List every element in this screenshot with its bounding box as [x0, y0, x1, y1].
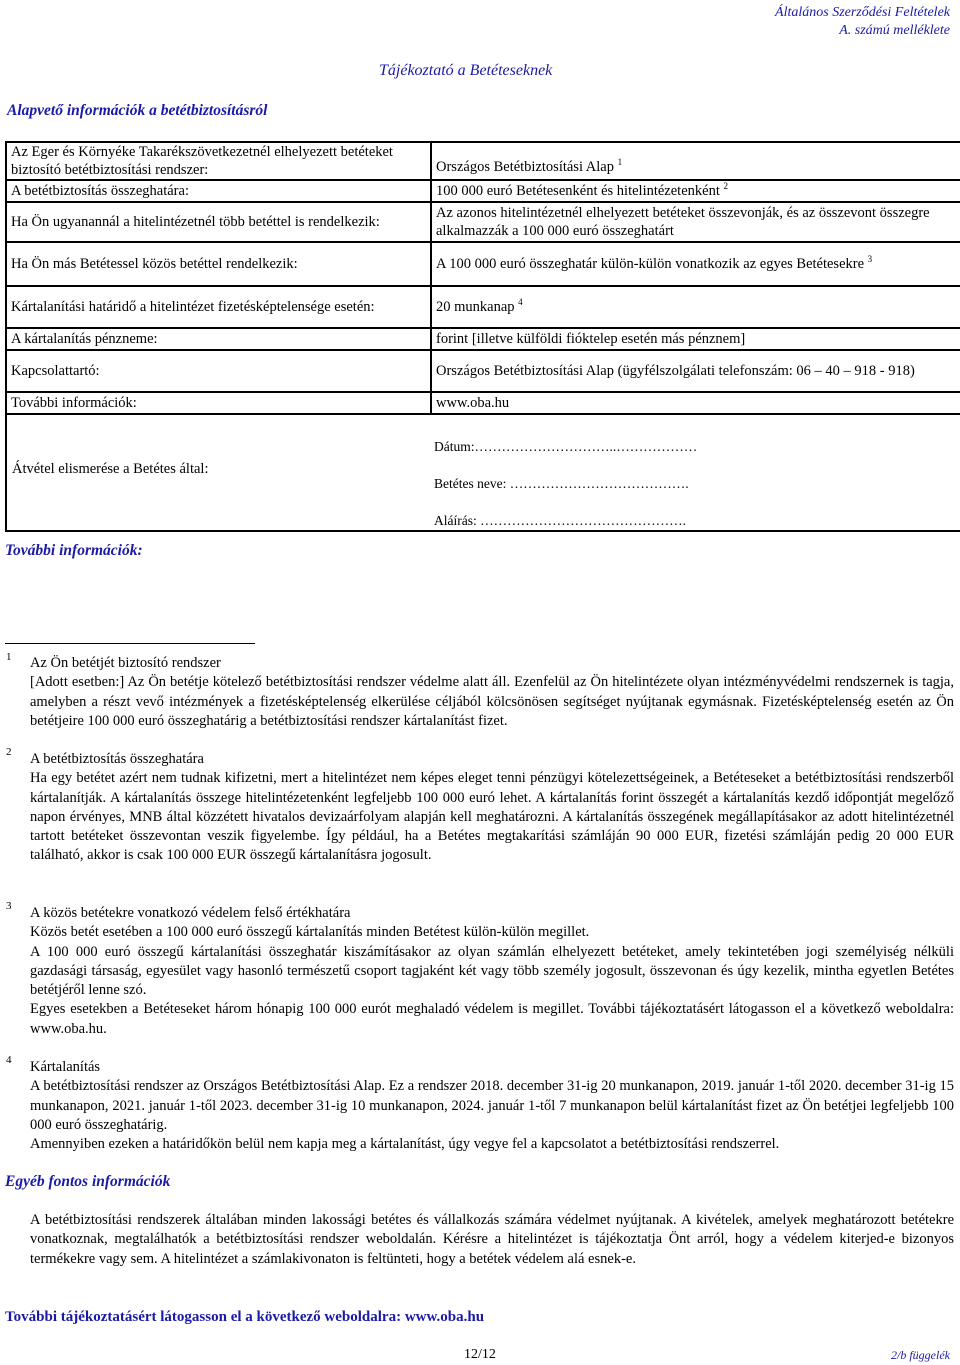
other-info-text: A betétbiztosítási rendszerek általában minden lakossági betétes és vállalkozás számára védelmet nyújtanak. A kivételek, amelyek meghatározott betétekre vonatkoznak, megtalálhatók a betétbiztosítási rendszer weboldalán. Kérésre a hitelintézet is tájékoztatja Önt arról, hogy a védelem kiterjed-e bizonyos termékekre vagy sem. A hitelintézet a számlakivonaton is feltünteti, hogy a betétek védelem alá esnek-e. [30, 1212, 954, 1267]
table-cell-value: 20 munkanap $^4$ [431, 286, 960, 328]
table-row [6, 350, 960, 392]
footnote-text: Ha egy betétet azért nem tudnak kifizetni, mert a hitelintézet nem képes eleget tenni pénzügyi kötelezettségeinek, a Betéteseket a betétbiztosítási rendszerből kártalanítják. A kártalanítás összege hitelintézetenként legfeljebb 100 000 euró lehet. A kártalanítás forint összegét a kártalanítás kezdő időpontját megelőző napon érvényes, MNB által közzétett hivatalos devizaárfolyam alapján kell meghatározni. A kártalanítás összegének megállapításakor az adott hitelintézetnél tartott betéteket összevontan veszik figyelembe. Így például, ha a Betétes megtakarítási számláján 90 000 EUR, fizetési számláján pedig 20 000 EUR található, akkor is csak 100 000 EUR összegű kártalanításra jogosult. [30, 770, 954, 864]
footnote-text: A betétbiztosítási rendszer az Országos Betétbiztosítási Alap. Ez a rendszer 2018. december 31-ig 20 munkanapon, 2019. január 1-től 2020. december 31-ig 15 munkanapon, 2021. január 1-től 2023. december 31-ig 10 munkanapon, 2024. január 1-től 7 munkanapon belül kártalanítást fizet az Ön betétjei legfeljebb 100 000 euró összeghatárig. [30, 1078, 954, 1133]
table-cell-label: Ha Ön ugyanannál a hitelintézetnél több betéttel is rendelkezik: [6, 202, 431, 242]
doc-appendix-line: A. számú melléklete [839, 23, 950, 38]
footnote-heading: A betétbiztosítás összeghatára [30, 751, 204, 767]
table-row [6, 142, 960, 180]
oba-link[interactable]: www.oba.hu [436, 395, 510, 411]
section-other-info: Egyéb fontos információk [5, 1173, 171, 1190]
table-cell-value: Országos Betétbiztosítási Alap (ügyfélszolgálati telefonszám: 06 – 40 – 918 - 918) [431, 350, 960, 392]
footnote-heading: Kártalanítás [30, 1059, 101, 1075]
table-cell-value: A 100 000 euró összeghatár külön-külön vonatkozik az egyes Betétesekre $^3$ [431, 242, 960, 286]
signature-label: Átvétel elismerése a Betétes által: [12, 461, 209, 477]
table-cell-value: Az azonos hitelintézetnél elhelyezett betéteket összevonják, és az összevont összegre alkalmazzák a 100 000 euró összeghatárt [431, 202, 960, 242]
page-number: 12/12 [464, 1347, 496, 1362]
doc-title-line: Általános Szerződési Feltételek [775, 5, 950, 20]
footnote-number: 3 [6, 900, 12, 912]
table-row [6, 392, 960, 414]
table-cell-label: További információk: [6, 392, 431, 414]
table-cell-label: A betétbiztosítás összeghatára: [6, 180, 431, 202]
final-note: További tájékoztatásért látogasson el a következő weboldalra: www.oba.hu [5, 1309, 485, 1325]
table-row [6, 202, 960, 242]
document-reference [775, 4, 950, 40]
footnote-1 [30, 654, 954, 731]
table-cell-value: Országos Betétbiztosítási Alap $^1$ [431, 142, 960, 180]
footnote-text: [Adott esetben:] Az Ön betétje kötelező betétbiztosítási rendszer védelme alatt áll. Ezenfelül az Ön hitelintézete olyan intézményvédelmi rendszernek is tagja, amelyben a részt vevő intézmények a fizetésképtelenség elkerülése céljából kölcsönösen segítséget nyújtanak egymásnak. Fizetésképtelenség esetén az Ön betétjeire 100 000 euró összeghatárig a betétbiztosítási rendszer kártalanítást fizet. [30, 674, 954, 729]
footnote-number: 1 [6, 651, 12, 663]
footnote-3 [30, 904, 954, 1039]
footnote-divider [5, 643, 255, 644]
table-cell-label: Kártalanítási határidő a hitelintézet fizetésképtelensége esetén: [6, 286, 431, 328]
table-cell-value: forint [illetve külföldi fióktelep esetén más pénznem] [431, 328, 960, 350]
table-cell-label: Ha Ön más Betétessel közös betéttel rendelkezik: [6, 242, 431, 286]
depositor-name-field[interactable]: Betétes neve: …………………………………. [434, 476, 689, 491]
footnote-heading: Az Ön betétjét biztosító rendszer [30, 655, 221, 671]
table-cell-label: Kapcsolattartó: [6, 350, 431, 392]
table-row [6, 180, 960, 202]
footnote-2 [30, 750, 954, 866]
table-cell-label: A kártalanítás pénzneme: [6, 328, 431, 350]
footnote-text: Egyes esetekben a Betéteseket három hónapig 100 000 eurót meghaladó védelem is megillet. További tájékoztatásért látogasson el a következő weboldalra: www.oba.hu. [30, 1001, 954, 1037]
table-row [6, 328, 960, 350]
footnote-text: Közös betét esetében a 100 000 euró összegű kártalanítás minden Betétest külön-külön megillet. [30, 924, 590, 941]
date-field[interactable]: Dátum:…………………………..……………… [434, 439, 698, 454]
table-row [6, 286, 960, 328]
table-cell-label: Az Eger és Környéke Takarékszövetkezetnél elhelyezett betéteket biztosító betétbiztosítási rendszer: [6, 142, 431, 180]
table-cell-value [431, 392, 960, 414]
deposit-info-table [5, 141, 960, 415]
section-more-info: További információk: [5, 542, 143, 559]
footnote-heading: A közös betétekre vonatkozó védelem felső értékhatára [30, 905, 351, 921]
page-title: Tájékoztató a Betéteseknek [379, 62, 553, 79]
footnote-4 [30, 1058, 954, 1154]
signature-box [5, 413, 960, 532]
footnote-text: A 100 000 euró összegű kártalanítási összeghatár kiszámításakor az olyan számlán elhelyezett betéteket, amely tekintetében jogi személyiség nélküli gazdasági társaság, egyesület vagy hasonló természetű csoport tagjaként két vagy több személy jogosult, összevonan és úgy kezelik, mintha egyetlen Betétes betétjéről lenne szó. [30, 943, 954, 999]
footnote-number: 4 [6, 1054, 12, 1066]
footnote-number: 2 [6, 746, 12, 758]
table-row [6, 242, 960, 286]
appendix-label: 2/b függelék [891, 1348, 950, 1362]
table-cell-value: 100 000 euró Betétesenként és hitelintézetenként $^2$ [431, 180, 960, 202]
footnote-text: Amennyiben ezeken a határidőkön belül nem kapja meg a kártalanítást, úgy vegye fel a kapcsolatot a betétbiztosítási rendszerrel. [30, 1136, 780, 1153]
signature-field[interactable]: Aláírás: ………………………………………. [434, 513, 686, 528]
section-basic-info: Alapvető információk a betétbiztosításról [7, 102, 268, 119]
